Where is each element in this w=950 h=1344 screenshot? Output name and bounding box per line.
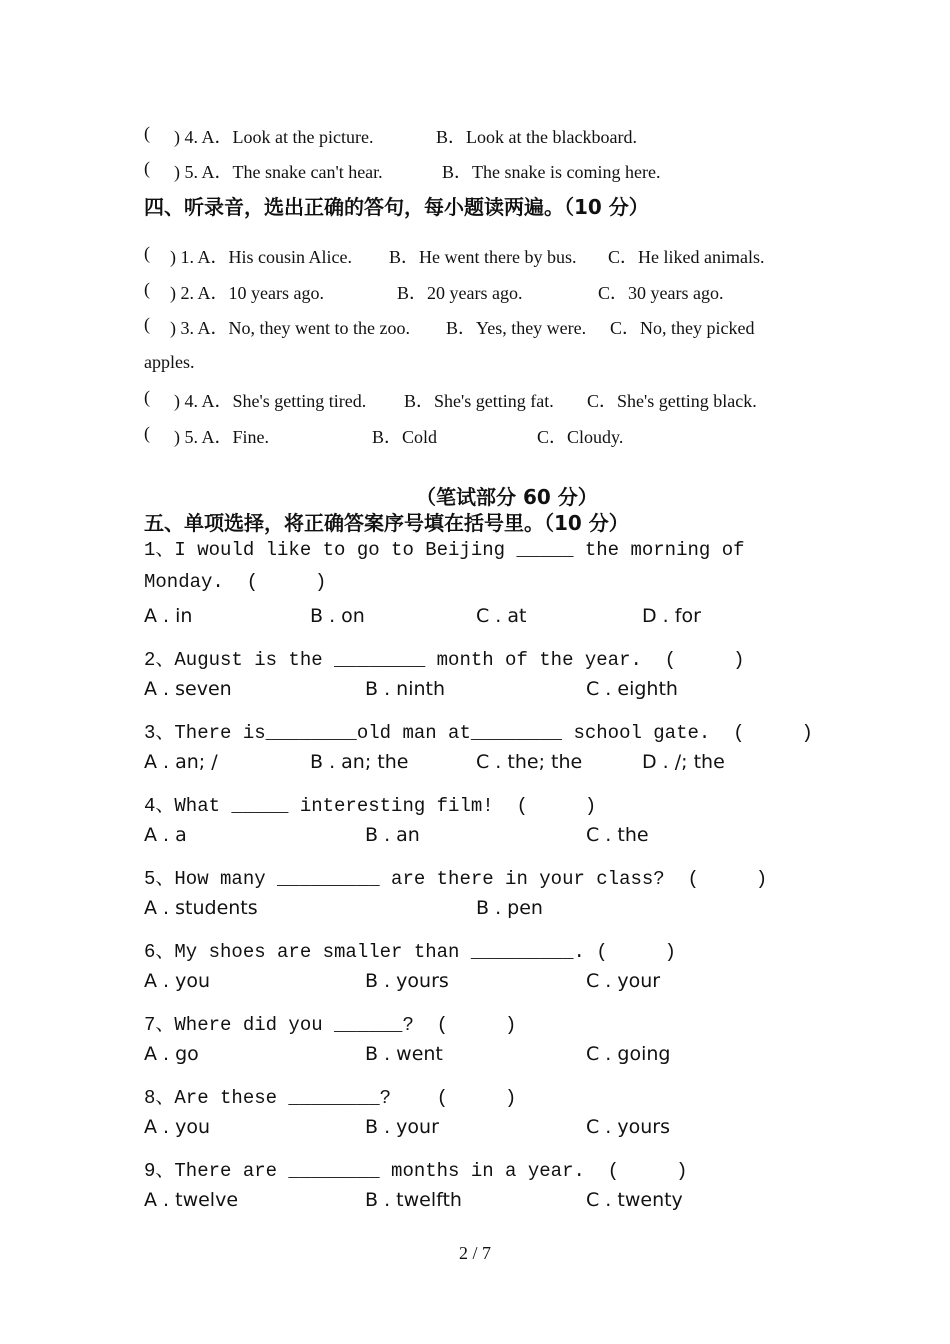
bracket: ( xyxy=(144,314,150,334)
bracket: ( xyxy=(144,423,150,443)
option-b: B . ninth xyxy=(365,678,446,700)
option-c: C．30 years ago. xyxy=(598,283,724,303)
section4-title: 四、听录音，选出正确的答句，每小题读两遍。（10 分） xyxy=(144,195,649,219)
option-c: C . the; the xyxy=(476,751,583,773)
option-b: B．The snake is coming here. xyxy=(442,162,661,182)
option-a: A . twelve xyxy=(144,1189,239,1211)
option-b: B . twelfth xyxy=(365,1189,462,1211)
option-b: B . an xyxy=(365,824,420,846)
option-c: C . the xyxy=(586,824,649,846)
option-c: C . twenty xyxy=(586,1189,683,1211)
q2: 2、August is the ________ month of the year. ( ) xyxy=(144,649,745,671)
option-a: A . you xyxy=(144,970,211,992)
option-a: ) 1. A．His cousin Alice. xyxy=(170,247,352,267)
q5: 5、How many _________ are there in your class? ( ) xyxy=(144,868,768,890)
bracket: ( xyxy=(144,158,150,178)
option-b: B . yours xyxy=(365,970,449,992)
q1-line1: 1、I would like to go to Beijing _____ the morning of xyxy=(144,539,745,561)
bracket: ( xyxy=(144,123,150,143)
bracket: ( xyxy=(144,243,150,263)
option-c: C．He liked animals. xyxy=(608,247,765,267)
option-a: A . go xyxy=(144,1043,199,1065)
option-b: B . pen xyxy=(476,897,543,919)
option-b: B . went xyxy=(365,1043,443,1065)
q1-line2: Monday. ( ) xyxy=(144,571,327,593)
option-c-cont: apples. xyxy=(144,352,195,372)
option-a: A . an; / xyxy=(144,751,218,773)
option-c: C . eighth xyxy=(586,678,678,700)
option-c: C．No, they picked xyxy=(610,318,755,338)
option-c: C . yours xyxy=(586,1116,671,1138)
option-b: B．Cold xyxy=(372,427,438,447)
option-b: B．20 years ago. xyxy=(397,283,523,303)
option-b: B . on xyxy=(310,605,365,627)
option-a: ) 4. A．Look at the picture. xyxy=(174,127,374,147)
q3: 3、There is________old man at________ school gate. ( ) xyxy=(144,722,813,744)
option-b: B．Yes, they were. xyxy=(446,318,587,338)
bracket: ( xyxy=(144,279,150,299)
option-d: D . for xyxy=(642,605,701,627)
option-a: ) 3. A．No, they went to the zoo. xyxy=(170,318,410,338)
option-d: D . /; the xyxy=(642,751,725,773)
option-a: A . seven xyxy=(144,678,232,700)
bracket: ( xyxy=(144,387,150,407)
option-a: ) 5. A．The snake can't hear. xyxy=(174,162,383,182)
q9: 9、There are ________ months in a year. ( ) xyxy=(144,1160,688,1182)
option-a: ) 2. A．10 years ago. xyxy=(170,283,324,303)
option-b: B．She's getting fat. xyxy=(404,391,554,411)
option-b: B . your xyxy=(365,1116,439,1138)
option-c: C . your xyxy=(586,970,661,992)
option-b: B．Look at the blackboard. xyxy=(436,127,637,147)
q4: 4、What _____ interesting film! ( ) xyxy=(144,795,597,817)
section5-title: 五、单项选择，将正确答案序号填在括号里。（10 分） xyxy=(144,511,629,535)
option-a: ) 4. A．She's getting tired. xyxy=(174,391,367,411)
written-part-heading: （笔试部分 60 分） xyxy=(416,485,598,509)
option-c: C . going xyxy=(586,1043,671,1065)
q6: 6、My shoes are smaller than _________. ( ) xyxy=(144,941,677,963)
option-a: ) 5. A．Fine. xyxy=(174,427,270,447)
option-b: B . an; the xyxy=(310,751,409,773)
option-a: A . a xyxy=(144,824,187,846)
option-c: C．Cloudy. xyxy=(537,427,624,447)
q7: 7、Where did you ______? ( ) xyxy=(144,1014,517,1036)
option-c: C．She's getting black. xyxy=(587,391,757,411)
option-a: A . students xyxy=(144,897,258,919)
option-b: B．He went there by bus. xyxy=(389,247,577,267)
q8: 8、Are these ________? ( ) xyxy=(144,1087,517,1109)
page-number: 2 / 7 xyxy=(458,1243,491,1263)
option-c: C . at xyxy=(476,605,527,627)
option-a: A . you xyxy=(144,1116,211,1138)
option-a: A . in xyxy=(144,605,193,627)
